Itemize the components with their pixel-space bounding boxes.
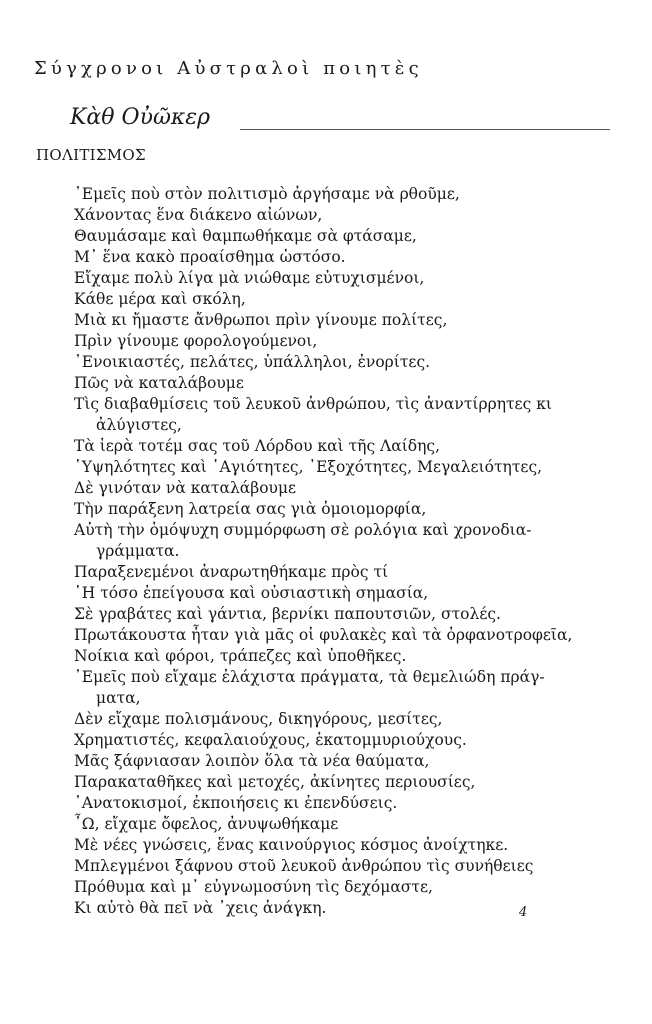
poem-line: Μιὰ κι ἤμαστε ἄνθρωποι πρὶν γίνουμε πολίτες, xyxy=(74,311,448,329)
poem-line: Μπλεγμένοι ξάφνου στοῦ λευκοῦ ἀνθρώπου τὶς συνήθειες xyxy=(74,857,534,875)
poem-line: ᾿Ενοικιαστές, πελάτες, ὑπάλληλοι, ἐνορίτες. xyxy=(74,353,431,371)
poem-line: Παραξενεμένοι ἀναρωτηθήκαμε πρὸς τί xyxy=(74,563,389,581)
poem-line: Κι αὐτὸ θὰ πεῖ νὰ ᾿χεις ἀνάγκη. xyxy=(74,899,327,917)
poem-line: Αὐτὴ τὴν ὁμόψυχη συμμόρφωση σὲ ρολόγια καὶ χρονοδια- xyxy=(74,521,532,539)
page-number: 4 xyxy=(519,905,528,920)
poem-line: Παρακαταθῆκες καὶ μετοχές, ἀκίνητες περιουσίες, xyxy=(74,773,476,791)
poem-line: ᾿Εμεῖς ποὺ εἴχαμε ἐλάχιστα πράγματα, τὰ θεμελιώδη πράγ- xyxy=(74,668,545,686)
poem-line: Κάθε μέρα καὶ σκόλη, xyxy=(74,290,246,308)
poem-line: Πρὶν γίνουμε φορολογούμενοι, xyxy=(74,332,318,350)
poem-line: Τὰ ἱερὰ τοτέμ σας τοῦ Λόρδου καὶ τῆς Λαίδης, xyxy=(74,437,441,455)
poem-line: Εἴχαμε πολὺ λίγα μὰ νιώθαμε εὐτυχισμένοι, xyxy=(74,269,425,287)
poem-line-continuation: ἀλύγιστες, xyxy=(96,416,182,434)
poem-line: Σὲ γραβάτες καὶ γάντια, βερνίκι παπουτσιῶν, στολές. xyxy=(74,605,501,623)
poem-line: ῏Ω, εἴχαμε ὄφελος, ἀνυψωθήκαμε xyxy=(74,815,339,833)
poem-line: Θαυμάσαμε καὶ θαμπωθήκαμε σὰ φτάσαμε, xyxy=(74,227,417,245)
poem-line: Χρηματιστές, κεφαλαιούχους, ἑκατομμυριούχους. xyxy=(74,731,467,749)
poem-line: Δὲ γινόταν νὰ καταλάβουμε xyxy=(74,479,297,497)
poem-line: ᾿Εμεῖς ποὺ στὸν πολιτισμὸ ἀργήσαμε νὰ ρθοῦμε, xyxy=(74,185,460,203)
poem-line: Δὲν εἴχαμε πολισμάνους, δικηγόρους, μεσίτες, xyxy=(74,710,443,728)
poem-line: Μᾶς ξάφνιασαν λοιπὸν ὅλα τὰ νέα θαύματα, xyxy=(74,752,430,770)
poem-line: Νοίκια καὶ φόροι, τράπεζες καὶ ὑποθῆκες. xyxy=(74,647,407,665)
poem-line: Πρωτάκουστα ἦταν γιὰ μᾶς οἱ φυλακὲς καὶ τὰ ὀρφανοτροφεῖα, xyxy=(74,626,573,644)
poem-line: Μὲ νέες γνώσεις, ἕνας καινούργιος κόσμος ἀνοίχτηκε. xyxy=(74,836,509,854)
poem-line: Μ᾿ ἕνα κακὸ προαίσθημα ὡστόσο. xyxy=(74,248,346,266)
poem-title: ΠΟΛΙΤΙΣΜΟΣ xyxy=(36,146,146,164)
poem-line: ῾Η τόσο ἐπείγουσα καὶ οὐσιαστικὴ σημασία, xyxy=(74,584,429,602)
poem-line: Πῶς νὰ καταλάβουμε xyxy=(74,374,244,392)
poem-line: Τὶς διαβαθμίσεις τοῦ λευκοῦ ἀνθρώπου, τὶς ἀναντίρρητες κι xyxy=(74,395,552,413)
poem-line-continuation: γράμματα. xyxy=(96,542,180,560)
poem-line: ᾿Ανατοκισμοί, ἐκποιήσεις κι ἐπενδύσεις. xyxy=(74,794,398,812)
poem-line: Τὴν παράξενη λατρεία σας γιὰ ὁμοιομορφία, xyxy=(74,500,427,518)
poem-line: Πρόθυμα καὶ μ᾿ εὐγνωμοσύνη τὶς δεχόμαστε, xyxy=(74,878,433,896)
poem-line-continuation: ματα, xyxy=(96,689,141,707)
series-title: Σύγχρονοι Αὐστραλοὶ ποιητὲς xyxy=(34,58,423,79)
poem-line: ῾Υψηλότητες καὶ ῾Αγιότητες, ᾿Εξοχότητες, Μεγαλειότητες, xyxy=(74,458,543,476)
poem-body xyxy=(74,184,614,919)
poem-line: Χάνοντας ἕνα διάκενο αἰώνων, xyxy=(74,206,323,224)
author-name: Κὰθ Οὐῶκερ xyxy=(70,105,211,130)
header-rule xyxy=(240,129,610,130)
